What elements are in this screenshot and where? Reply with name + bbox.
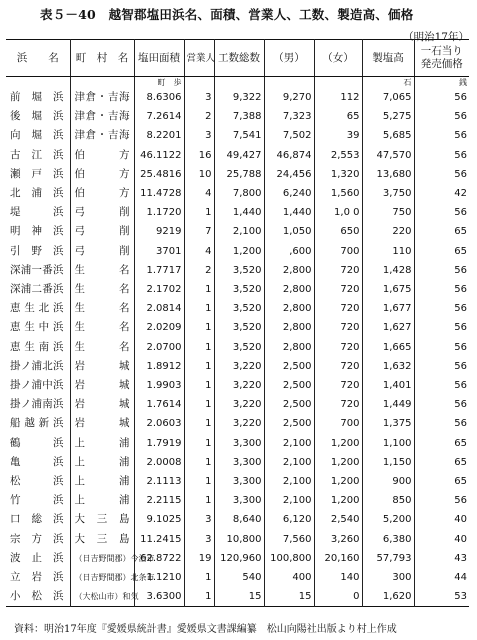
cell-hama: 向堀浜 — [10, 129, 64, 142]
cell-total-work: 2,100 — [214, 222, 264, 241]
cell-female: 1,200 — [314, 434, 362, 453]
cell-price: 56 — [414, 280, 469, 299]
cell-total-work: 25,788 — [214, 165, 264, 184]
cell-output: 110 — [362, 242, 414, 261]
table-row — [6, 376, 469, 395]
cell-price: 56 — [414, 357, 469, 376]
cell-town: （日吉野間郡）北条市 — [70, 568, 134, 587]
unit-output: 石 — [403, 78, 412, 87]
table-row — [6, 338, 469, 357]
cell-output: 1,677 — [362, 299, 414, 318]
cell-female: 20,160 — [314, 549, 362, 568]
cell-hama: 瀬戸浜 — [10, 167, 64, 180]
cell-total-work: 3,300 — [214, 434, 264, 453]
header-row — [6, 40, 469, 77]
cell-male: 2,100 — [264, 453, 314, 472]
cell-price: 56 — [414, 146, 469, 165]
cell-town: 津倉・吉海 — [70, 88, 134, 107]
cell-price: 42 — [414, 184, 469, 203]
cell-town: 生 名 — [70, 261, 134, 280]
cell-total-work: 7,800 — [214, 184, 264, 203]
cell-output: 3,750 — [362, 184, 414, 203]
header-town: 町 村 名 — [70, 40, 134, 77]
cell-male: 100,800 — [264, 549, 314, 568]
cell-town: 生 名 — [70, 318, 134, 337]
cell-total-work: 3,520 — [214, 280, 264, 299]
cell-male: 7,560 — [264, 530, 314, 549]
table-row — [6, 491, 469, 510]
cell-total-work: 3,220 — [214, 414, 264, 433]
cell-town: 上 浦 — [70, 472, 134, 491]
cell-male: 1,440 — [264, 203, 314, 222]
cell-output: 1,375 — [362, 414, 414, 433]
cell-female: 720 — [314, 357, 362, 376]
cell-female: 0 — [314, 587, 362, 607]
cell-area: 2.0603 — [134, 414, 184, 433]
cell-output: 1,620 — [362, 587, 414, 607]
cell-total-work: 3,220 — [214, 395, 264, 414]
cell-price: 65 — [414, 453, 469, 472]
cell-area: 1.9903 — [134, 376, 184, 395]
cell-operators: 1 — [184, 434, 214, 453]
unit-area: 町 歩 — [157, 78, 182, 87]
cell-price: 65 — [414, 222, 469, 241]
cell-female: 720 — [314, 261, 362, 280]
cell-male: 15 — [264, 587, 314, 607]
cell-area: 2.1113 — [134, 472, 184, 491]
cell-town: 弓 削 — [70, 222, 134, 241]
cell-hama: 明神浜 — [10, 225, 64, 238]
cell-male: 2,800 — [264, 299, 314, 318]
cell-operators: 1 — [184, 203, 214, 222]
cell-price: 56 — [414, 299, 469, 318]
cell-male: 400 — [264, 568, 314, 587]
table-row — [6, 222, 469, 241]
cell-area: 2.0814 — [134, 299, 184, 318]
cell-price: 65 — [414, 242, 469, 261]
table-row — [6, 395, 469, 414]
cell-operators: 3 — [184, 510, 214, 529]
cell-output: 1,665 — [362, 338, 414, 357]
cell-total-work: 3,520 — [214, 299, 264, 318]
cell-male: 2,500 — [264, 395, 314, 414]
cell-hama: 深浦二番浜 — [10, 283, 64, 296]
cell-male: 2,500 — [264, 414, 314, 433]
header-total-work: 工数総数 — [214, 40, 264, 77]
cell-operators: 1 — [184, 414, 214, 433]
table-row — [6, 146, 469, 165]
cell-female: 1,200 — [314, 453, 362, 472]
cell-male: 2,800 — [264, 338, 314, 357]
source-note: 資料：明治17年度『愛媛県統計書』愛媛県文書課編纂 松山向陽社出版より村上作成 — [14, 624, 397, 635]
cell-operators: 1 — [184, 376, 214, 395]
cell-hama: 亀浜 — [10, 455, 64, 468]
cell-male: ,600 — [264, 242, 314, 261]
cell-operators: 1 — [184, 357, 214, 376]
cell-town: 津倉・吉海 — [70, 126, 134, 145]
cell-operators: 1 — [184, 280, 214, 299]
cell-total-work: 15 — [214, 587, 264, 607]
cell-output: 750 — [362, 203, 414, 222]
cell-output: 300 — [362, 568, 414, 587]
table-row — [6, 126, 469, 145]
cell-town: 岩 城 — [70, 414, 134, 433]
cell-operators: 1 — [184, 318, 214, 337]
cell-hama: 波止浜 — [10, 551, 64, 564]
cell-price: 56 — [414, 414, 469, 433]
cell-town: 岩 城 — [70, 376, 134, 395]
cell-total-work: 3,220 — [214, 357, 264, 376]
cell-operators: 3 — [184, 126, 214, 145]
cell-female: 1,0 0 — [314, 203, 362, 222]
cell-operators: 1 — [184, 338, 214, 357]
cell-female: 3,260 — [314, 530, 362, 549]
cell-town: 岩 城 — [70, 357, 134, 376]
cell-hama: 口総浜 — [10, 513, 64, 526]
cell-area: 1.7717 — [134, 261, 184, 280]
cell-operators: 3 — [184, 88, 214, 107]
cell-total-work: 8,640 — [214, 510, 264, 529]
cell-hama: 掛ノ浦南浜 — [10, 398, 64, 411]
table-row — [6, 203, 469, 222]
table-row — [6, 184, 469, 203]
cell-area: 2.0700 — [134, 338, 184, 357]
cell-female: 112 — [314, 88, 362, 107]
cell-total-work: 1,440 — [214, 203, 264, 222]
cell-output: 1,401 — [362, 376, 414, 395]
cell-operators: 2 — [184, 261, 214, 280]
cell-area: 9.1025 — [134, 510, 184, 529]
cell-operators: 1 — [184, 587, 214, 607]
cell-output: 900 — [362, 472, 414, 491]
cell-price: 56 — [414, 88, 469, 107]
cell-price: 43 — [414, 549, 469, 568]
cell-area: 1.7919 — [134, 434, 184, 453]
cell-output: 7,065 — [362, 88, 414, 107]
cell-total-work: 120,960 — [214, 549, 264, 568]
cell-town: 伯 方 — [70, 146, 134, 165]
cell-male: 2,800 — [264, 261, 314, 280]
cell-output: 1,428 — [362, 261, 414, 280]
cell-operators: 4 — [184, 242, 214, 261]
cell-area: 1.8912 — [134, 357, 184, 376]
cell-price: 56 — [414, 376, 469, 395]
salt-field-table — [6, 39, 469, 607]
cell-town: 岩 城 — [70, 395, 134, 414]
header-area: 塩田面積 — [134, 40, 184, 77]
table-body — [6, 77, 469, 607]
table-row — [6, 165, 469, 184]
cell-total-work: 9,322 — [214, 88, 264, 107]
cell-total-work: 7,388 — [214, 107, 264, 126]
cell-total-work: 540 — [214, 568, 264, 587]
cell-total-work: 3,300 — [214, 491, 264, 510]
cell-output: 13,680 — [362, 165, 414, 184]
cell-operators: 4 — [184, 184, 214, 203]
cell-female: 65 — [314, 107, 362, 126]
table-row — [6, 453, 469, 472]
cell-male: 2,500 — [264, 376, 314, 395]
table-row — [6, 261, 469, 280]
header-price-line2: 発売価格 — [420, 58, 463, 70]
cell-hama: 竹浜 — [10, 494, 64, 507]
cell-operators: 1 — [184, 491, 214, 510]
cell-male: 2,100 — [264, 472, 314, 491]
cell-town: 大三島 — [70, 510, 134, 529]
cell-female: 720 — [314, 299, 362, 318]
cell-female: 700 — [314, 414, 362, 433]
cell-output: 47,570 — [362, 146, 414, 165]
cell-male: 2,500 — [264, 357, 314, 376]
cell-output: 5,200 — [362, 510, 414, 529]
cell-female: 2,540 — [314, 510, 362, 529]
cell-operators: 1 — [184, 299, 214, 318]
cell-area: 8.2201 — [134, 126, 184, 145]
cell-hama: 船越新浜 — [10, 417, 64, 430]
cell-operators: 16 — [184, 146, 214, 165]
cell-area: 25.4816 — [134, 165, 184, 184]
cell-output: 1,100 — [362, 434, 414, 453]
cell-hama: 堤浜 — [10, 206, 64, 219]
cell-hama: 恵生中浜 — [10, 321, 64, 334]
header-price-line1: 一石当り — [420, 45, 463, 57]
cell-female: 1,560 — [314, 184, 362, 203]
cell-hama: 松浜 — [10, 475, 64, 488]
table-row — [6, 530, 469, 549]
cell-price: 56 — [414, 165, 469, 184]
cell-output: 6,380 — [362, 530, 414, 549]
cell-area: 46.1122 — [134, 146, 184, 165]
cell-town: 弓 削 — [70, 203, 134, 222]
cell-female: 1,200 — [314, 472, 362, 491]
table-row — [6, 318, 469, 337]
cell-town: 生 名 — [70, 299, 134, 318]
table-row — [6, 510, 469, 529]
cell-area: 3.6300 — [134, 587, 184, 607]
cell-price: 56 — [414, 261, 469, 280]
cell-output: 5,275 — [362, 107, 414, 126]
cell-female: 1,200 — [314, 491, 362, 510]
cell-price: 56 — [414, 318, 469, 337]
cell-male: 2,800 — [264, 318, 314, 337]
cell-total-work: 10,800 — [214, 530, 264, 549]
cell-price: 56 — [414, 126, 469, 145]
cell-male: 2,100 — [264, 434, 314, 453]
cell-hama: 深浦一番浜 — [10, 263, 64, 276]
cell-output: 5,685 — [362, 126, 414, 145]
cell-male: 24,456 — [264, 165, 314, 184]
cell-female: 650 — [314, 222, 362, 241]
cell-male: 9,270 — [264, 88, 314, 107]
cell-area: 62.8722 — [134, 549, 184, 568]
cell-male: 7,323 — [264, 107, 314, 126]
cell-operators: 7 — [184, 222, 214, 241]
unit-price: 銭 — [459, 78, 467, 87]
table-row — [6, 299, 469, 318]
header-hama: 浜 名 — [6, 40, 70, 77]
cell-output: 850 — [362, 491, 414, 510]
cell-town: 生 名 — [70, 280, 134, 299]
table-row — [6, 414, 469, 433]
cell-hama: 宗方浜 — [10, 532, 64, 545]
table-row — [6, 587, 469, 607]
cell-female: 2,553 — [314, 146, 362, 165]
cell-town: 生 名 — [70, 338, 134, 357]
cell-male: 1,050 — [264, 222, 314, 241]
cell-total-work: 3,300 — [214, 453, 264, 472]
units-row — [6, 77, 469, 89]
cell-area: 1.7614 — [134, 395, 184, 414]
cell-area: 3701 — [134, 242, 184, 261]
cell-output: 57,793 — [362, 549, 414, 568]
cell-output: 1,150 — [362, 453, 414, 472]
cell-female: 1,320 — [314, 165, 362, 184]
era-note: （明治17年） — [403, 31, 469, 43]
cell-town: 伯 方 — [70, 184, 134, 203]
cell-male: 7,502 — [264, 126, 314, 145]
cell-operators: 1 — [184, 472, 214, 491]
cell-area: 2.2115 — [134, 491, 184, 510]
cell-hama: 後堀浜 — [10, 110, 64, 123]
header-output: 製塩高 — [362, 40, 414, 77]
cell-total-work: 1,200 — [214, 242, 264, 261]
cell-hama: 立岩浜 — [10, 571, 64, 584]
cell-area: 8.6306 — [134, 88, 184, 107]
header-operators: 営業人 — [184, 40, 214, 77]
cell-operators: 2 — [184, 107, 214, 126]
cell-town: （大松山市）和気 — [70, 587, 134, 607]
cell-female: 720 — [314, 395, 362, 414]
cell-town: 大三島 — [70, 530, 134, 549]
cell-price: 56 — [414, 107, 469, 126]
table-row — [6, 472, 469, 491]
cell-operators: 19 — [184, 549, 214, 568]
table-row — [6, 568, 469, 587]
cell-female: 140 — [314, 568, 362, 587]
cell-price: 65 — [414, 472, 469, 491]
cell-male: 6,240 — [264, 184, 314, 203]
cell-female: 720 — [314, 338, 362, 357]
cell-area: 2.0209 — [134, 318, 184, 337]
cell-price: 56 — [414, 203, 469, 222]
cell-area: 11.4728 — [134, 184, 184, 203]
cell-operators: 1 — [184, 395, 214, 414]
table-title: 表５－40 越智郡塩田浜名、面積、営業人、工数、製造高、価格 — [40, 7, 414, 22]
cell-female: 720 — [314, 318, 362, 337]
cell-operators: 1 — [184, 453, 214, 472]
cell-price: 44 — [414, 568, 469, 587]
cell-operators: 3 — [184, 530, 214, 549]
cell-male: 2,100 — [264, 491, 314, 510]
header-female: （女） — [314, 40, 362, 77]
cell-output: 1,675 — [362, 280, 414, 299]
cell-hama: 小松浜 — [10, 590, 64, 603]
cell-male: 6,120 — [264, 510, 314, 529]
cell-output: 1,632 — [362, 357, 414, 376]
cell-total-work: 3,520 — [214, 318, 264, 337]
cell-town: 伯 方 — [70, 165, 134, 184]
cell-hama: 北浦浜 — [10, 187, 64, 200]
cell-area: 9219 — [134, 222, 184, 241]
cell-output: 1,449 — [362, 395, 414, 414]
table-row — [6, 242, 469, 261]
cell-price: 56 — [414, 338, 469, 357]
cell-price: 53 — [414, 587, 469, 607]
cell-hama: 恵生北浜 — [10, 302, 64, 315]
cell-female: 720 — [314, 280, 362, 299]
table-row — [6, 549, 469, 568]
cell-town: 上 浦 — [70, 434, 134, 453]
cell-area: 2.0008 — [134, 453, 184, 472]
cell-town: 上 浦 — [70, 491, 134, 510]
header-male: （男） — [264, 40, 314, 77]
cell-price: 40 — [414, 510, 469, 529]
cell-town: 津倉・吉海 — [70, 107, 134, 126]
cell-area: 1.1210 — [134, 568, 184, 587]
cell-total-work: 3,300 — [214, 472, 264, 491]
table-row — [6, 434, 469, 453]
cell-town: 弓 削 — [70, 242, 134, 261]
cell-total-work: 7,541 — [214, 126, 264, 145]
table-row — [6, 88, 469, 107]
cell-town: （日吉野間郡）今治市 — [70, 549, 134, 568]
cell-area: 11.2415 — [134, 530, 184, 549]
cell-male: 46,874 — [264, 146, 314, 165]
cell-hama: 引野浜 — [10, 244, 64, 257]
cell-output: 220 — [362, 222, 414, 241]
cell-operators: 10 — [184, 165, 214, 184]
cell-price: 40 — [414, 530, 469, 549]
cell-female: 720 — [314, 376, 362, 395]
cell-total-work: 3,520 — [214, 338, 264, 357]
cell-total-work: 49,427 — [214, 146, 264, 165]
cell-price: 56 — [414, 491, 469, 510]
cell-operators: 1 — [184, 568, 214, 587]
header-price — [414, 40, 469, 77]
cell-hama: 鶴浜 — [10, 436, 64, 449]
cell-area: 2.1702 — [134, 280, 184, 299]
cell-female: 700 — [314, 242, 362, 261]
cell-area: 1.1720 — [134, 203, 184, 222]
cell-town: 上 浦 — [70, 453, 134, 472]
cell-hama: 掛ノ浦中浜 — [10, 379, 64, 392]
table-row — [6, 280, 469, 299]
cell-hama: 前堀浜 — [10, 91, 64, 103]
table-row — [6, 357, 469, 376]
cell-output: 1,627 — [362, 318, 414, 337]
cell-total-work: 3,520 — [214, 261, 264, 280]
cell-hama: 古江浜 — [10, 148, 64, 161]
cell-total-work: 3,220 — [214, 376, 264, 395]
cell-hama: 恵生南浜 — [10, 340, 64, 353]
cell-hama: 掛ノ浦北浜 — [10, 359, 64, 372]
cell-price: 65 — [414, 434, 469, 453]
table-row — [6, 107, 469, 126]
cell-price: 56 — [414, 395, 469, 414]
cell-area: 7.2614 — [134, 107, 184, 126]
cell-male: 2,800 — [264, 280, 314, 299]
cell-female: 39 — [314, 126, 362, 145]
